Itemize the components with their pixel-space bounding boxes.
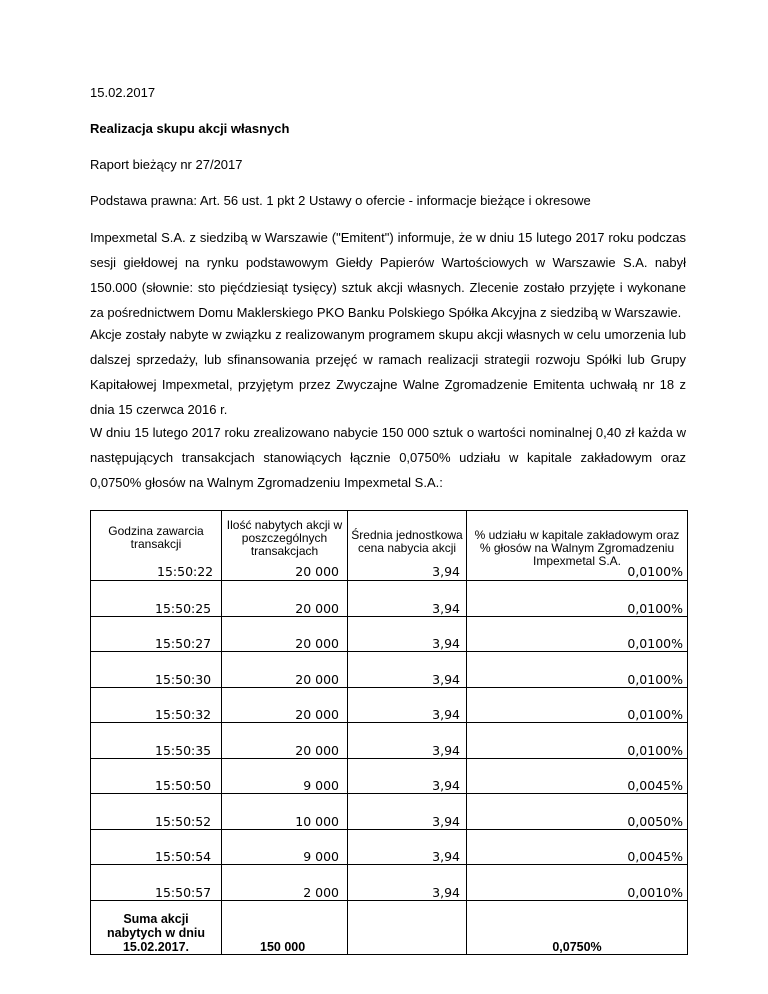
paragraph-buyback-program: Akcje zostały nabyte w związku z realizowanym programem skupu akcji własnych w celu umorzenia lub dalszej sprzedaży, lub sfinansowania przejęć w ramach realizacji strategii rozwoju Spółki lub Grupy Kapitałowej Impexmetal, przyjętym przez Zwyczajne Walne Zgromadzenie Emitenta uchwałą nr 18 z dnia 15 czerwca 2016 r. bbox=[90, 327, 686, 417]
cell-share: 0,0100% bbox=[467, 723, 688, 759]
cell-quantity: 20 000 bbox=[222, 687, 348, 723]
table-row bbox=[91, 616, 688, 652]
cell-share: 0,0100% bbox=[467, 652, 688, 688]
table-row bbox=[91, 758, 688, 794]
summary-price-empty bbox=[348, 900, 467, 954]
header-share-label: % udziału w kapitale zakładowym oraz % głosów na Walnym Zgromadzeniu Impexmetal S.A. bbox=[474, 528, 680, 568]
cell-time: 15:50:32 bbox=[91, 687, 222, 723]
cell-price: 3,94 bbox=[348, 723, 467, 759]
paragraph-transactions-intro: W dniu 15 lutego 2017 roku zrealizowano nabycie 150 000 sztuk o wartości nominalnej 0,40 zł każda w następujących transakcjach stanowiących łącznie 0,0750% udziału w kapitale zakładowym oraz 0,0750% głosów na Walnym Zgromadzeniu Impexmetal S.A.: bbox=[90, 425, 686, 490]
cell-time: 15:50:27 bbox=[91, 616, 222, 652]
cell-time: 15:50:57 bbox=[91, 865, 222, 901]
cell-quantity: 20 000 bbox=[222, 616, 348, 652]
summary-quantity: 150 000 bbox=[222, 900, 348, 954]
cell-price: 3,94 bbox=[432, 564, 460, 579]
cell-share: 0,0100% bbox=[467, 581, 688, 617]
cell-time: 15:50:54 bbox=[91, 829, 222, 865]
cell-time: 15:50:52 bbox=[91, 794, 222, 830]
cell-quantity: 2 000 bbox=[222, 865, 348, 901]
header-price-label: Średnia jednostkowa cena nabycia akcji bbox=[351, 528, 463, 555]
cell-time: 15:50:25 bbox=[91, 581, 222, 617]
table-header-row bbox=[91, 511, 688, 581]
header-quantity bbox=[222, 511, 348, 581]
cell-share: 0,0100% bbox=[467, 616, 688, 652]
transactions-table bbox=[90, 510, 688, 955]
cell-price: 3,94 bbox=[348, 865, 467, 901]
paragraph-purchase-info: Impexmetal S.A. z siedzibą w Warszawie ("Emitent") informuje, że w dniu 15 lutego 2017 roku podczas sesji giełdowej na rynku podstawowym Giełdy Papierów Wartościowych w Warszawie S.A. nabył 150.000 (słownie: sto pięćdziesiąt tysięcy) sztuk akcji własnych. Zlecenie zostało przyjęte i wykonane za pośrednictwem Domu Maklerskiego PKO Banku Polskiego Spółka Akcyjna z siedzibą w Warszawie. bbox=[90, 230, 686, 320]
cell-price: 3,94 bbox=[348, 616, 467, 652]
header-share bbox=[467, 511, 688, 581]
cell-price: 3,94 bbox=[348, 794, 467, 830]
table-row bbox=[91, 723, 688, 759]
cell-price: 3,94 bbox=[348, 687, 467, 723]
header-quantity-label: Ilość nabytych akcji w poszczególnych transakcjach bbox=[226, 518, 343, 558]
table-row bbox=[91, 829, 688, 865]
table-row bbox=[91, 865, 688, 901]
header-price bbox=[348, 511, 467, 581]
cell-share: 0,0100% bbox=[467, 687, 688, 723]
table-row bbox=[91, 652, 688, 688]
report-number: Raport bieżący nr 27/2017 bbox=[90, 157, 243, 172]
cell-share: 0,0045% bbox=[467, 758, 688, 794]
cell-quantity: 20 000 bbox=[222, 581, 348, 617]
cell-quantity: 20 000 bbox=[222, 652, 348, 688]
summary-label: Suma akcji nabytych w dniu 15.02.2017. bbox=[91, 900, 222, 954]
cell-quantity: 9 000 bbox=[222, 758, 348, 794]
legal-basis: Podstawa prawna: Art. 56 ust. 1 pkt 2 Ustawy o ofercie - informacje bieżące i okresowe bbox=[90, 193, 591, 208]
cell-share: 0,0050% bbox=[467, 794, 688, 830]
cell-price: 3,94 bbox=[348, 829, 467, 865]
cell-time: 15:50:30 bbox=[91, 652, 222, 688]
header-time bbox=[91, 511, 222, 581]
report-title: Realizacja skupu akcji własnych bbox=[90, 121, 290, 136]
cell-share: 0,0100% bbox=[627, 564, 683, 579]
summary-share: 0,0750% bbox=[467, 900, 688, 954]
cell-time: 15:50:35 bbox=[91, 723, 222, 759]
table-row bbox=[91, 687, 688, 723]
cell-time: 15:50:22 bbox=[157, 564, 214, 579]
report-date: 15.02.2017 bbox=[90, 85, 156, 100]
cell-quantity: 20 000 bbox=[222, 723, 348, 759]
header-time-label: Godzina zawarcia transakcji bbox=[108, 524, 204, 551]
cell-price: 3,94 bbox=[348, 652, 467, 688]
cell-quantity: 20 000 bbox=[295, 564, 339, 579]
cell-time: 15:50:50 bbox=[91, 758, 222, 794]
cell-share: 0,0045% bbox=[467, 829, 688, 865]
cell-share: 0,0010% bbox=[467, 865, 688, 901]
cell-price: 3,94 bbox=[348, 581, 467, 617]
table-row bbox=[91, 794, 688, 830]
table-row bbox=[91, 581, 688, 617]
cell-quantity: 10 000 bbox=[222, 794, 348, 830]
table-summary-row bbox=[91, 900, 688, 954]
cell-quantity: 9 000 bbox=[222, 829, 348, 865]
cell-price: 3,94 bbox=[348, 758, 467, 794]
